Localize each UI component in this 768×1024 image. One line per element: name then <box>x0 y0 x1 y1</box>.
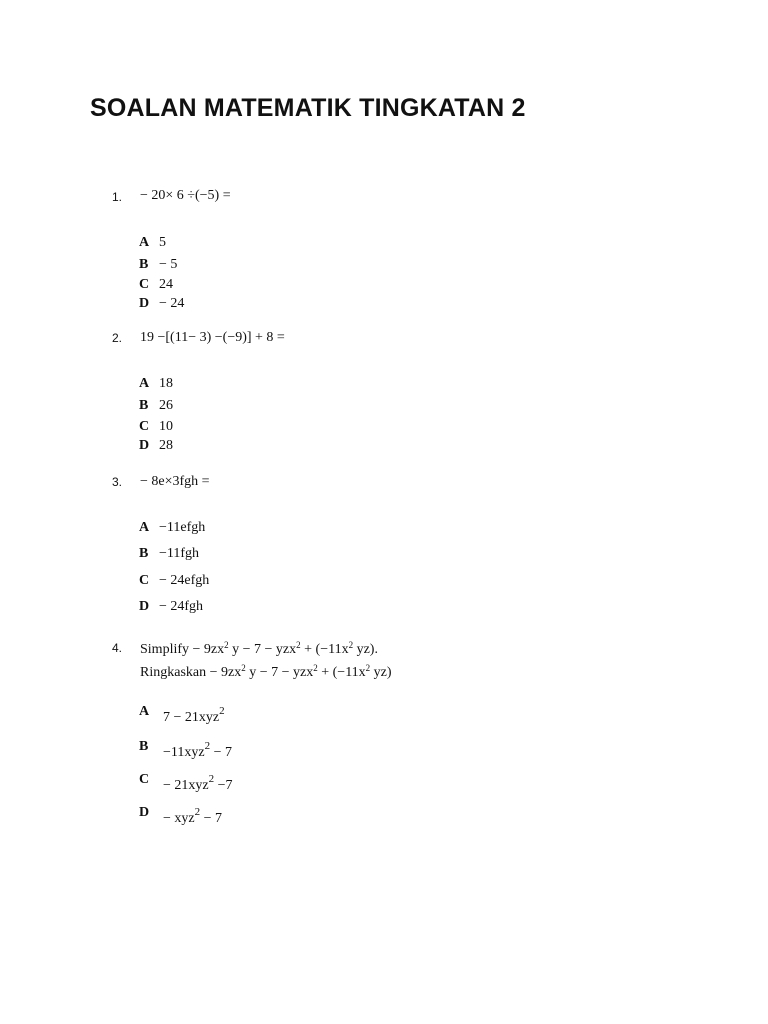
option-value: 10 <box>159 419 173 434</box>
option-letter: D <box>139 438 150 453</box>
option-letter: B <box>139 257 149 272</box>
question-1-option-b[interactable] <box>139 257 177 273</box>
question-3-option-c[interactable] <box>139 573 209 589</box>
option-value-tail: − 7 <box>200 811 223 826</box>
question-2-number: 2. <box>112 331 123 345</box>
question-1-option-c[interactable] <box>139 277 173 293</box>
option-value: − 24efgh <box>159 573 210 588</box>
option-letter: D <box>139 599 150 614</box>
option-letter: C <box>139 277 150 292</box>
question-2-option-d[interactable] <box>139 438 173 454</box>
q4-line1-pre: Simplify − 9zx <box>140 642 225 657</box>
question-4-text-malay <box>140 665 392 681</box>
question-1-option-d[interactable] <box>139 296 184 312</box>
option-value <box>163 773 233 794</box>
option-value: − 24 <box>159 296 185 311</box>
exponent: 2 <box>241 663 246 673</box>
exponent: 2 <box>204 740 211 752</box>
question-2-option-b[interactable] <box>139 398 173 414</box>
exponent: 2 <box>313 663 318 673</box>
question-1-text: − 20× 6 ÷(−5) = <box>140 188 231 203</box>
q4-line1-mid2: + (−11x <box>300 642 349 657</box>
q4-line2-mid2: + (−11x <box>317 665 366 680</box>
option-value-tail: − 7 <box>210 745 232 760</box>
option-value-main: − 21xyz <box>163 778 209 793</box>
q4-line2-post: yz) <box>370 665 392 680</box>
option-value <box>163 806 223 827</box>
option-value: − 24fgh <box>159 599 204 614</box>
question-3-number: 3. <box>112 475 123 489</box>
option-letter: D <box>139 805 150 820</box>
option-value: − 5 <box>159 257 178 272</box>
option-letter: B <box>139 398 149 413</box>
page-title: SOALAN MATEMATIK TINGKATAN 2 <box>90 94 526 122</box>
question-3-option-b[interactable] <box>139 546 199 562</box>
option-value: 26 <box>159 398 173 413</box>
option-value: 24 <box>159 277 173 292</box>
option-value-main: −11xyz <box>163 745 205 760</box>
q4-line2-pre: Ringkaskan − 9zx <box>140 665 242 680</box>
question-2-text: 19 −[(11− 3) −(−9)] + 8 = <box>140 330 285 345</box>
q4-line1-post: yz). <box>353 642 378 657</box>
exponent: 2 <box>224 640 229 650</box>
option-letter: B <box>139 739 149 754</box>
option-letter: C <box>139 419 150 434</box>
option-letter: A <box>139 376 150 391</box>
q4-line2-mid1: y − 7 − yzx <box>245 665 314 680</box>
question-4-text-english <box>140 642 378 658</box>
exponent: 2 <box>348 640 354 650</box>
exponent: 2 <box>296 640 301 650</box>
option-value: 18 <box>159 376 173 391</box>
option-letter: A <box>139 520 150 535</box>
option-value-tail: −7 <box>214 778 233 793</box>
question-2-option-c[interactable] <box>139 419 173 435</box>
option-value: −11efgh <box>159 520 206 535</box>
option-value: −11fgh <box>159 546 200 561</box>
question-1-number: 1. <box>112 190 123 204</box>
option-value: 28 <box>159 438 173 453</box>
question-3-text: − 8e×3fgh = <box>140 474 210 489</box>
option-value-main: 7 − 21xyz <box>163 710 220 725</box>
option-letter: B <box>139 546 149 561</box>
option-value: 5 <box>159 235 166 250</box>
option-letter: C <box>139 573 150 588</box>
q4-line1-mid1: y − 7 − yzx <box>228 642 297 657</box>
question-4-number: 4. <box>112 641 123 655</box>
question-3-option-d[interactable] <box>139 599 203 615</box>
option-letter: D <box>139 296 150 311</box>
option-value-main: − xyz <box>163 811 195 826</box>
option-value <box>163 705 225 726</box>
question-1-option-a[interactable] <box>139 235 166 251</box>
question-3-option-a[interactable] <box>139 520 205 536</box>
option-letter: C <box>139 772 150 787</box>
exponent: 2 <box>194 806 201 818</box>
option-value <box>163 740 232 761</box>
exponent: 2 <box>365 663 371 673</box>
question-2-option-a[interactable] <box>139 376 173 392</box>
exponent: 2 <box>219 705 225 717</box>
option-letter: A <box>139 704 150 719</box>
exponent: 2 <box>208 773 215 785</box>
option-letter: A <box>139 235 150 250</box>
